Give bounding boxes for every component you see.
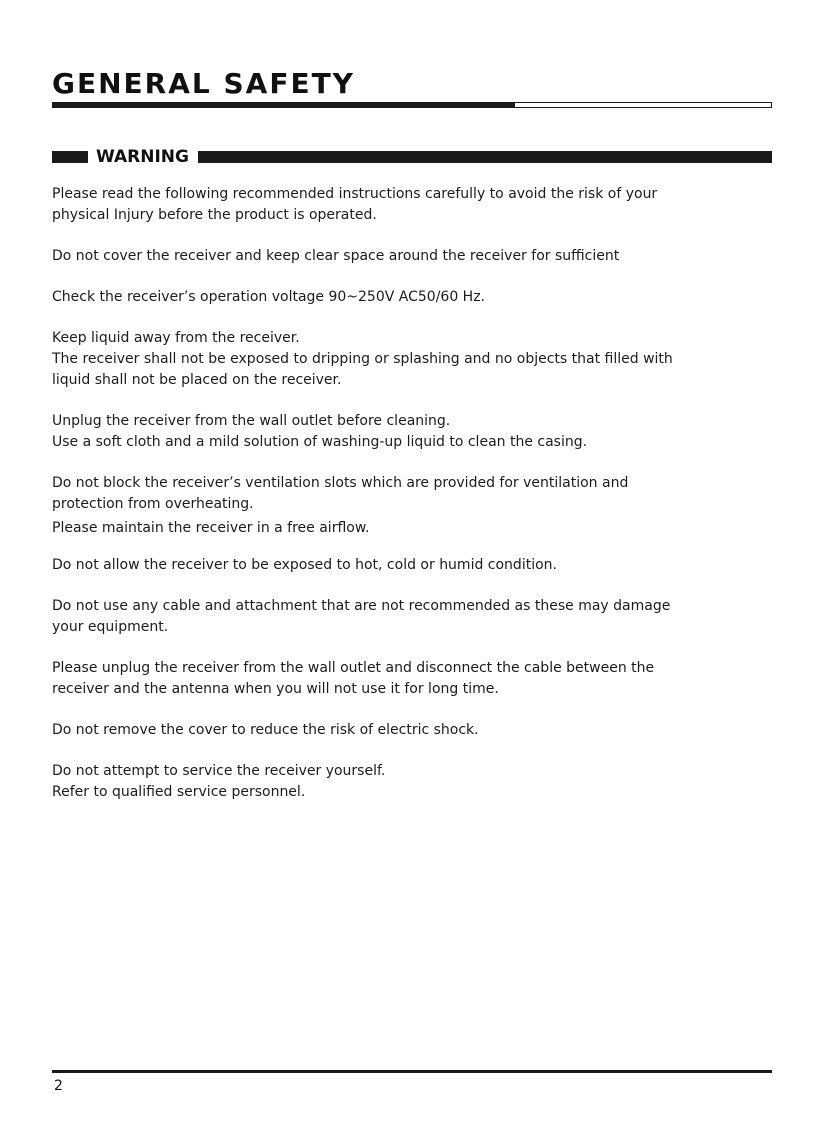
footer-rule: [52, 1070, 772, 1073]
instruction-line: Please unplug the receiver from the wall outlet and disconnect the cable between the: [52, 660, 655, 676]
page-title: GENERAL SAFETY: [52, 67, 355, 100]
instruction-line: your equipment.: [52, 619, 169, 635]
instruction-line: Please read the following recommended instructions carefully to avoid the risk of your: [52, 186, 658, 202]
instruction-line: Refer to qualified service personnel.: [52, 784, 306, 800]
instruction-paragraph: [52, 328, 762, 391]
instruction-line: Do not allow the receiver to be exposed to hot, cold or humid condition.: [52, 557, 557, 573]
title-underline-solid: [52, 102, 514, 108]
warning-heading: WARNING: [96, 147, 189, 167]
instruction-paragraph: [52, 246, 762, 267]
instruction-paragraph: [52, 596, 762, 638]
instruction-line: Do not remove the cover to reduce the risk of electric shock.: [52, 722, 479, 738]
warning-bar-left: [52, 151, 88, 163]
instruction-line: liquid shall not be placed on the receiver.: [52, 372, 342, 388]
instruction-line: Do not block the receiver’s ventilation slots which are provided for ventilation and: [52, 475, 629, 491]
instruction-line: Use a soft cloth and a mild solution of washing-up liquid to clean the casing.: [52, 434, 588, 450]
instruction-paragraph: [52, 761, 762, 803]
instruction-paragraph: [52, 411, 762, 453]
instruction-line: The receiver shall not be exposed to dripping or splashing and no objects that filled with: [52, 351, 673, 367]
page-number: 2: [54, 1078, 63, 1094]
instruction-line: Do not cover the receiver and keep clear space around the receiver for sufficient: [52, 248, 620, 264]
instruction-line: Do not attempt to service the receiver yourself.: [52, 763, 386, 779]
instruction-line: Check the receiver’s operation voltage 90~250V AC50/60 Hz.: [52, 289, 486, 305]
instruction-paragraph: [52, 473, 762, 539]
instruction-line: Please maintain the receiver in a free airflow.: [52, 520, 370, 536]
safety-instructions: [52, 184, 762, 803]
warning-bar-right: [198, 151, 772, 163]
instruction-line: Do not use any cable and attachment that are not recommended as these may damage: [52, 598, 671, 614]
instruction-line: Keep liquid away from the receiver.: [52, 330, 300, 346]
instruction-line: Unplug the receiver from the wall outlet before cleaning.: [52, 413, 451, 429]
instruction-paragraph: [52, 555, 762, 576]
instruction-paragraph: [52, 184, 762, 226]
instruction-line: receiver and the antenna when you will not use it for long time.: [52, 681, 499, 697]
instruction-paragraph: [52, 287, 762, 308]
instruction-line: physical Injury before the product is operated.: [52, 207, 377, 223]
instruction-paragraph: [52, 658, 762, 700]
instruction-line: protection from overheating.: [52, 496, 254, 512]
title-underline-outline: [514, 102, 772, 108]
instruction-paragraph: [52, 720, 762, 741]
